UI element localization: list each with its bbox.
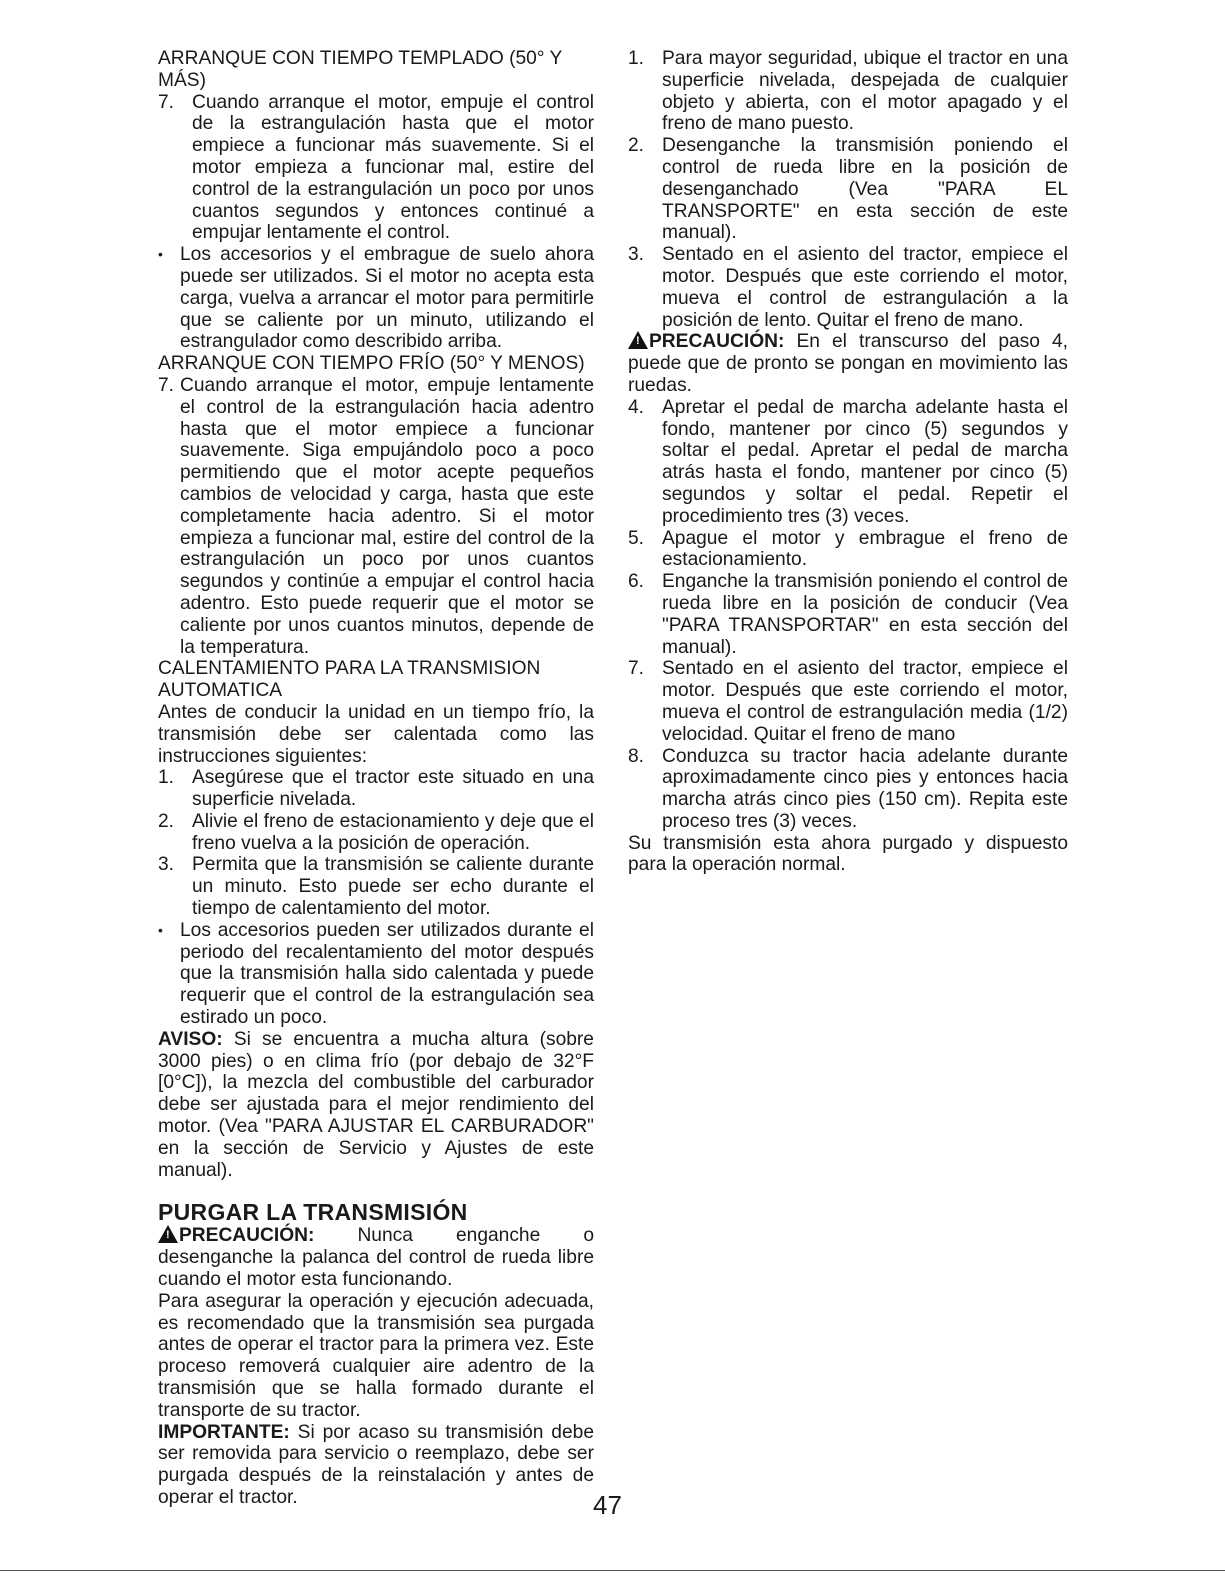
trans-step-2	[158, 811, 594, 855]
step-number: 4.	[628, 396, 645, 418]
bullet-icon: •	[158, 246, 163, 263]
warm-start-bullet	[158, 244, 594, 353]
step-text: Conduzca su tractor hacia adelante durante aproximadamente cinco pies y entonces hacia marcha atrás cinco pies (150 cm). Repita este proceso tres (3) veces.	[662, 745, 1068, 832]
step-text: Alivie el freno de estacionamiento y deje que el freno vuelva a la posición de operación.	[192, 810, 594, 854]
purge-caution	[158, 1225, 594, 1290]
step-text: Enganche la transmisión poniendo el control de rueda libre en la posición de conducir (Vea "PARA TRANSPORTAR" en esta sección del manual).	[662, 571, 1068, 658]
step-number: 2.	[628, 135, 645, 157]
aviso-label: AVISO:	[158, 1028, 223, 1050]
cold-start-step	[158, 375, 594, 658]
warm-start-step	[158, 92, 594, 245]
purge-step-3	[628, 244, 1068, 331]
importante-text: Si por acaso su transmisión debe ser removida para servicio o reemplazo, debe ser purgada después de la reinstalación y antes de operar el tractor.	[158, 1421, 594, 1508]
aviso-text: Si se encuentra a mucha altura (sobre 3000 pies) o en clima frío (por debajo de 32°F [0°C]), la mezcla del combustible del carburador debe ser ajustada para el mejor rendimiento del motor. (Vea "PARA AJUSTAR EL CARBURADOR" en la sección de Servicio y Ajustes de este manual).	[158, 1028, 594, 1181]
bullet-text: Los accesorios pueden ser utilizados durante el periodo del recalentamiento del motor después que la transmisión halla sido calentada y puede requerir que el control de la estrangulación sea estirado un poco.	[180, 919, 594, 1029]
step-number: 1.	[158, 767, 175, 789]
trans-step-3	[158, 854, 594, 919]
step-number: 6.	[628, 571, 645, 593]
closing-paragraph: Su transmisión esta ahora purgado y dispuesto para la operación normal.	[628, 832, 1068, 876]
caution-label: PRECAUCIÓN:	[179, 1225, 315, 1247]
purge-step-7	[628, 658, 1068, 745]
purge-step-4	[628, 397, 1068, 528]
warm-start-heading: ARRANQUE CON TIEMPO TEMPLADO (50° Y MÁS)	[158, 48, 562, 91]
step-number: 1.	[628, 48, 645, 69]
bottom-divider	[0, 1570, 1225, 1571]
purge-paragraph: Para asegurar la operación y ejecución adecuada, es recomendado que la transmisión sea purgada antes de operar el tractor para la primera vez. Este proceso removerá cualquier aire adentro de la transmisión que se halla formado durante el transporte de su tractor.	[158, 1290, 594, 1421]
bullet-text: Los accesorios y el embrague de suelo ahora puede ser utilizados. Si el motor no acepta esta carga, vuelva a arrancar el motor para permitirle que se caliente por un minuto, utilizando el estrangulador como describido arriba.	[180, 244, 594, 353]
step-number: 3.	[628, 244, 645, 266]
step-text: Cuando arranque el motor, empuje el control de la estrangulación hasta que el motor empiece a funcionar más suavemente. Si el motor empieza a funcionar mal, estire del control de la estrangulación un poco por unos cuantos segundos y entonces continué a empujar lentamente el control.	[192, 91, 594, 244]
step-text: Apague el motor y embrague el freno de estacionamiento.	[662, 527, 1068, 571]
step-text: Cuando arranque el motor, empuje lentamente el control de la estrangulación hacia adentro hasta que el motor empiece a funcionar suavemente. Siga empujándolo poco a poco permitiendo que el motor acepte pequeños cambios de velocidad y carga, hasta que este completamente hacia adentro. Si el motor empieza a funcionar mal, estire del control de la estrangulación un poco por unos cuantos segundos y continúe a empujar el control hacia adentro. Esto puede requerir que el motor se caliente por unos cuantos minutos, depende de la temperatura.	[180, 374, 594, 658]
purge-step-5	[628, 528, 1068, 572]
importante-label: IMPORTANTE:	[158, 1421, 290, 1443]
step-number: 7.	[158, 91, 175, 113]
transmission-bullet	[158, 920, 594, 1029]
right-column	[628, 48, 1068, 876]
warning-icon	[158, 1225, 178, 1243]
caution-label: PRECAUCIÓN:	[649, 331, 785, 353]
purge-section-title: PURGAR LA TRANSMISIÓN	[158, 1199, 468, 1226]
purge-step-8	[628, 746, 1068, 833]
step-number: 8.	[628, 745, 645, 767]
purge-step-1	[628, 48, 1068, 135]
purge-step-2	[628, 135, 1068, 244]
step-text: Permita que la transmisión se caliente durante un minuto. Esto puede ser echo durante el tiempo de calentamiento del motor.	[192, 854, 594, 920]
step-number: 5.	[628, 527, 645, 549]
warning-icon	[628, 331, 648, 349]
step-number: 7.	[628, 658, 645, 680]
page-number: 47	[593, 1490, 622, 1520]
step-text: Sentado en el asiento del tractor, empiece el motor. Después que este corriendo el motor, mueva el control de estrangulación media (1/2) velocidad. Quitar el freno de mano	[662, 658, 1068, 745]
step-number: 7.	[158, 374, 175, 396]
step4-caution	[628, 331, 1068, 396]
step-number: 2.	[158, 810, 175, 832]
left-column	[158, 48, 594, 1509]
step-text: Apretar el pedal de marcha adelante hasta el fondo, mantener por cinco (5) segundos y soltar el pedal. Apretar el pedal de marcha atrás hasta el fondo, mantener por cinco (5) segundos y soltar el pedal. Repetir el procedimiento tres (3) veces.	[662, 396, 1068, 527]
step-text: Sentado en el asiento del tractor, empiece el motor. Después que este corriendo el motor, mueva el control de estrangulación a la posición de lento. Quitar el freno de mano.	[662, 244, 1068, 331]
caution-text: En el transcurso del paso 4, puede que de pronto se pongan en movimiento las ruedas.	[628, 331, 1068, 396]
step-text: Para mayor seguridad, ubique el tractor en una superficie nivelada, despejada de cualquier objeto y abierta, con el motor apagado y el freno de mano puesto.	[662, 48, 1068, 135]
cold-start-heading: ARRANQUE CON TIEMPO FRÍO (50° Y MENOS)	[158, 353, 585, 375]
trans-step-1	[158, 767, 594, 811]
transmission-warmup-intro: Antes de conducir la unidad en un tiempo frío, la transmisión debe ser calentada como las instrucciones siguientes:	[158, 701, 594, 767]
transmission-warmup-heading: CALENTAMIENTO PARA LA TRANSMISION AUTOMATICA	[158, 658, 541, 702]
step-number: 3.	[158, 854, 175, 876]
aviso-paragraph	[158, 1029, 594, 1182]
purge-step-6	[628, 571, 1068, 658]
importante-paragraph	[158, 1422, 594, 1509]
bullet-icon: •	[158, 921, 163, 938]
step-text: Asegúrese que el tractor este situado en una superficie nivelada.	[192, 767, 594, 811]
caution-text: Nunca enganche o desenganche la palanca del control de rueda libre cuando el motor esta funcionando.	[158, 1225, 594, 1291]
step-text: Desenganche la transmisión poniendo el control de rueda libre en la posición de desenganchado (Vea "PARA EL TRANSPORTE" en esta sección de este manual).	[662, 135, 1068, 244]
